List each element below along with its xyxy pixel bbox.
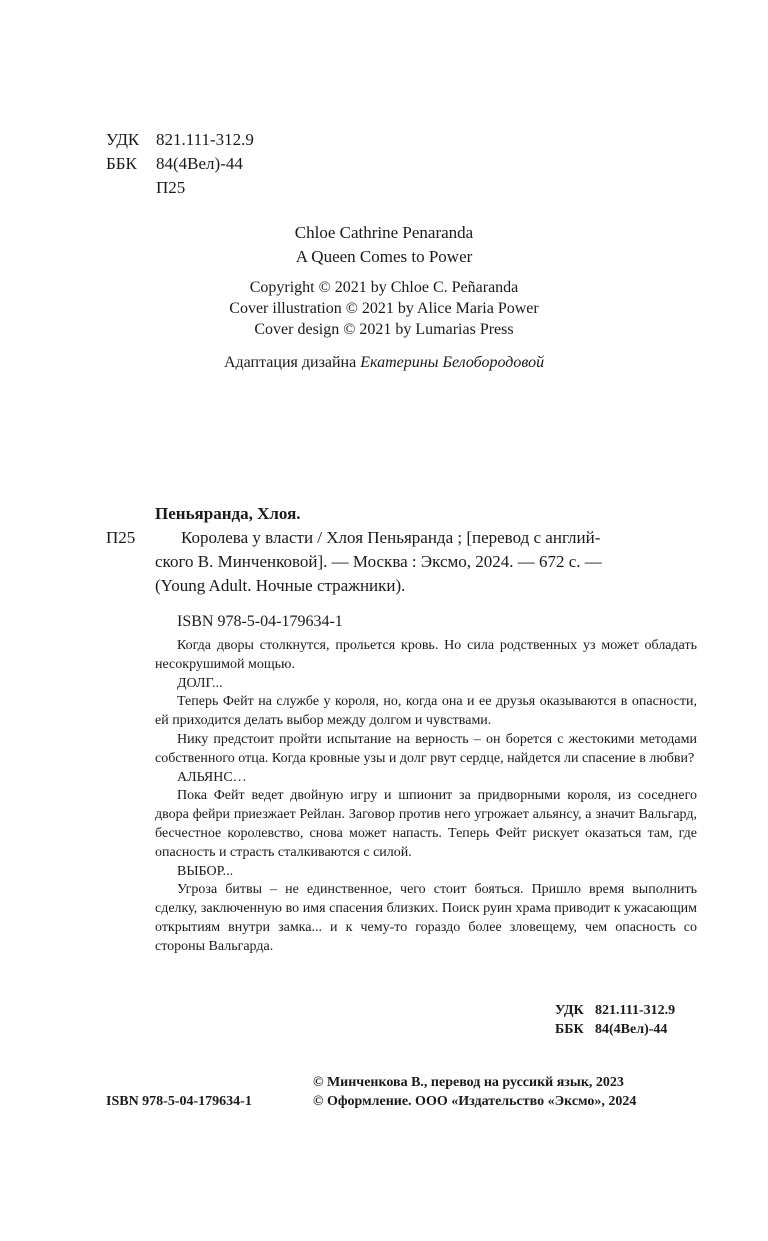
design-copyright: © Оформление. ООО «Издательство «Эксмо», 2024 [313, 1094, 637, 1109]
bbk-line [106, 152, 243, 176]
bbk-value: 84(4Вел)-44 [156, 154, 243, 173]
codes-bottom [555, 1001, 675, 1039]
annotation-paragraph: Когда дворы столкнутся, прольется кровь. Но сила родственных уз может обладать несокрушимой мощью. [155, 638, 697, 672]
bbk-value: 84(4Вел)-44 [595, 1022, 668, 1037]
footer-isbn: ISBN 978-5-04-179634-1 [106, 1094, 252, 1109]
catalog-line: ского В. Минченковой]. — Москва : Эксмо, 2024. — 672 с. — [155, 552, 602, 571]
udk-value: 821.111-312.9 [595, 1003, 676, 1018]
bbk-line-bottom [555, 1020, 675, 1039]
design-adaptation-name: Екатерины Белобородовой [360, 354, 545, 371]
author-mark-catalog: П25 [106, 528, 136, 547]
annotation-heading-choice: ВЫБОР... [177, 863, 234, 879]
bbk-label: ББК [106, 154, 137, 173]
bbk-label: ББК [555, 1022, 584, 1037]
copyright-text: Copyright © 2021 by Chloe C. Peñaranda [249, 279, 519, 296]
annotation-paragraph: Угроза битвы – не единственное, чего стоит бояться. Пришло время выполнить сделку, заключенную во имя спасения близких. Поиск руин храма приводит к ужасающим открытиям внутри замка... и к чему-то гораздо более зловещему, чем опасность со стороны Вальгарда. [155, 882, 697, 954]
udk-label: УДК [106, 130, 140, 149]
design-adaptation-prefix: Адаптация дизайна [223, 354, 361, 371]
annotation-heading-duty: ДОЛГ... [177, 675, 223, 691]
catalog-heading: Пеньяранда, Хлоя. [155, 504, 301, 523]
original-title: A Queen Comes to Power [295, 247, 473, 266]
annotation-paragraph: Теперь Фейт на службе у короля, но, когда она и ее друзья оказываются в опасности, ей приходится делать выбор между долгом и чувствами. [155, 694, 697, 729]
cover-illustration-credit: Cover illustration © 2021 by Alice Maria Power [229, 300, 539, 317]
cover-design-credit: Cover design © 2021 by Lumarias Press [254, 321, 514, 338]
translation-copyright: © Минченкова В., перевод на русcикй язык, 2023 [313, 1075, 624, 1090]
catalog-line: (Young Adult. Ночные стражники). [155, 576, 406, 595]
annotation-paragraph: Пока Фейт ведет двойную игру и шпионит за придворными короля, из соседнего двора фейри приезжает Рейлан. Заговор против него угрожает альянсу, а значит Вальгард, бесчестное королевство, снова может напасть. Теперь Фейт рискует оказаться там, где опасность и страсть сталкиваются с силой. [155, 788, 697, 860]
udk-label: УДК [555, 1003, 584, 1018]
catalog-isbn: ISBN 978-5-04-179634-1 [177, 613, 343, 630]
original-author: Chloe Cathrine Penaranda [294, 223, 474, 242]
author-mark-top: П25 [156, 178, 186, 197]
design-adaptation [134, 352, 634, 373]
annotation-heading-alliance: АЛЬЯНС… [177, 769, 247, 785]
udk-line-bottom [555, 1001, 675, 1020]
catalog-line: Королева у власти / Хлоя Пеньяранда ; [перевод с англий- [181, 528, 601, 547]
annotation [155, 637, 697, 957]
udk-line [106, 128, 254, 152]
udk-value: 821.111-312.9 [156, 130, 254, 149]
annotation-paragraph: Нику предстоит пройти испытание на верность – он борется с жестокими методами собственного отца. Когда кровные узы и долг рвут сердце, найдется ли спасение в любви? [155, 731, 697, 766]
